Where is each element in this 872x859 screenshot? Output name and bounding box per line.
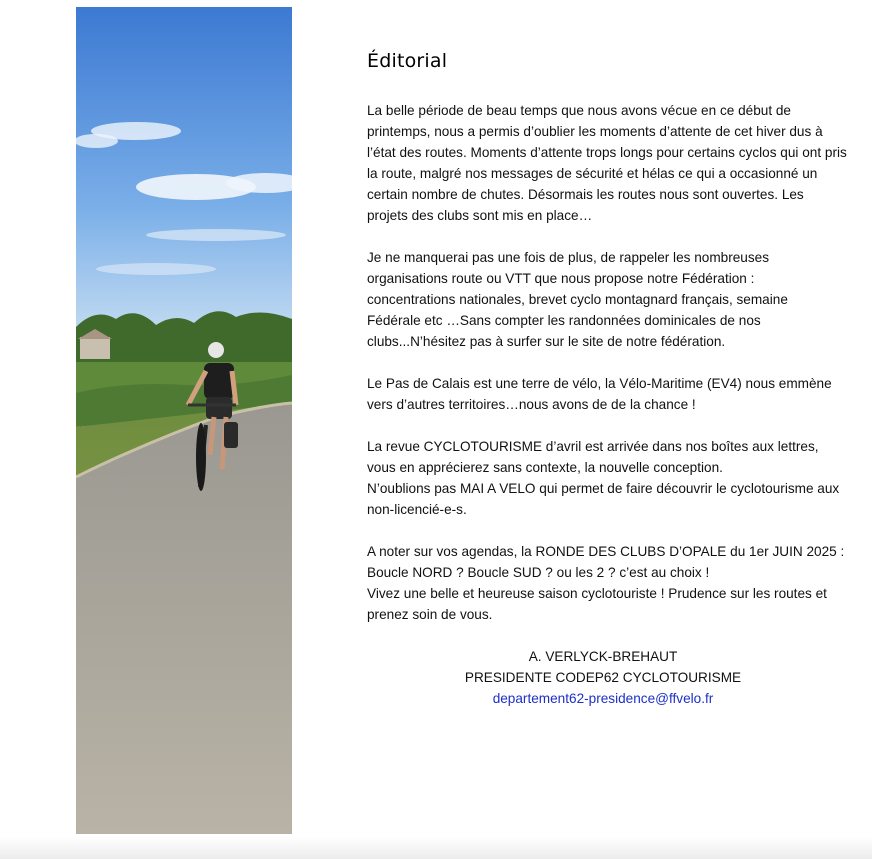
signature-email-link[interactable]: departement62-presidence@ffvelo.fr	[492, 691, 714, 706]
paragraph-pas-de-calais	[367, 373, 847, 415]
paragraph-federation	[367, 247, 847, 352]
text-line: organisations route ou VTT que nous propose notre Fédération :	[367, 271, 755, 286]
text-line: la route, malgré nos messages de sécurité et hélas ce qui a occasionné un	[367, 166, 818, 181]
text-line: La belle période de beau temps que nous avons vécue en ce début de	[367, 103, 791, 118]
text-line: concentrations nationales, brevet cyclo montagnard français, semaine	[367, 292, 788, 307]
text-line: printemps, nous a permis d’oublier les moments d’attente de cet hiver dus à	[367, 124, 823, 139]
text-line: certain nombre de chutes. Désormais les routes nous sont ouvertes. Les	[367, 187, 804, 202]
text-line: clubs...N’hésitez pas à surfer sur le site de notre fédération.	[367, 334, 726, 349]
text-line: A noter sur vos agendas, la RONDE DES CLUBS D’OPALE du 1er JUIN 2025 :	[367, 544, 845, 559]
paragraph-weather	[367, 100, 847, 226]
text-line: vous en apprécierez sans contexte, la nouvelle conception.	[367, 460, 723, 475]
text-line: N’oublions pas MAI A VELO qui permet de faire découvrir le cyclotourisme aux	[367, 481, 840, 496]
paragraph-revue	[367, 436, 847, 520]
editorial-section	[367, 50, 847, 709]
text-line: projets des clubs sont mis en place…	[367, 208, 593, 223]
text-line: prenez soin de vous.	[367, 607, 493, 622]
paragraph-agenda	[367, 541, 847, 625]
page-bottom-shade	[0, 837, 872, 859]
cyclist-photo	[76, 7, 292, 834]
signature-role: PRESIDENTE CODEP62 CYCLOTOURISME	[464, 670, 742, 685]
text-line: Fédérale etc …Sans compter les randonnées dominicales de nos	[367, 313, 761, 328]
signature-block	[367, 646, 839, 709]
cyclist-photo-drawing	[76, 7, 292, 834]
editorial-title: Éditorial	[367, 50, 448, 72]
text-line: non-licencié-e-s.	[367, 502, 467, 517]
text-line: vers d’autres territoires…nous avons de de la chance !	[367, 397, 696, 412]
text-line: Vivez une belle et heureuse saison cyclotouriste ! Prudence sur les routes et	[367, 586, 827, 601]
text-line: Je ne manquerai pas une fois de plus, de rappeler les nombreuses	[367, 250, 770, 265]
text-line: Boucle NORD ? Boucle SUD ? ou les 2 ? c’est au choix !	[367, 565, 710, 580]
signature-name: A. VERLYCK-BREHAUT	[528, 649, 678, 664]
text-line: La revue CYCLOTOURISME d’avril est arrivée dans nos boîtes aux lettres,	[367, 439, 819, 454]
text-line: l’état des routes. Moments d’attente trops longs pour certains cyclos qui ont pris	[367, 145, 847, 160]
text-line: Le Pas de Calais est une terre de vélo, la Vélo-Maritime (EV4) nous emmène	[367, 376, 832, 391]
